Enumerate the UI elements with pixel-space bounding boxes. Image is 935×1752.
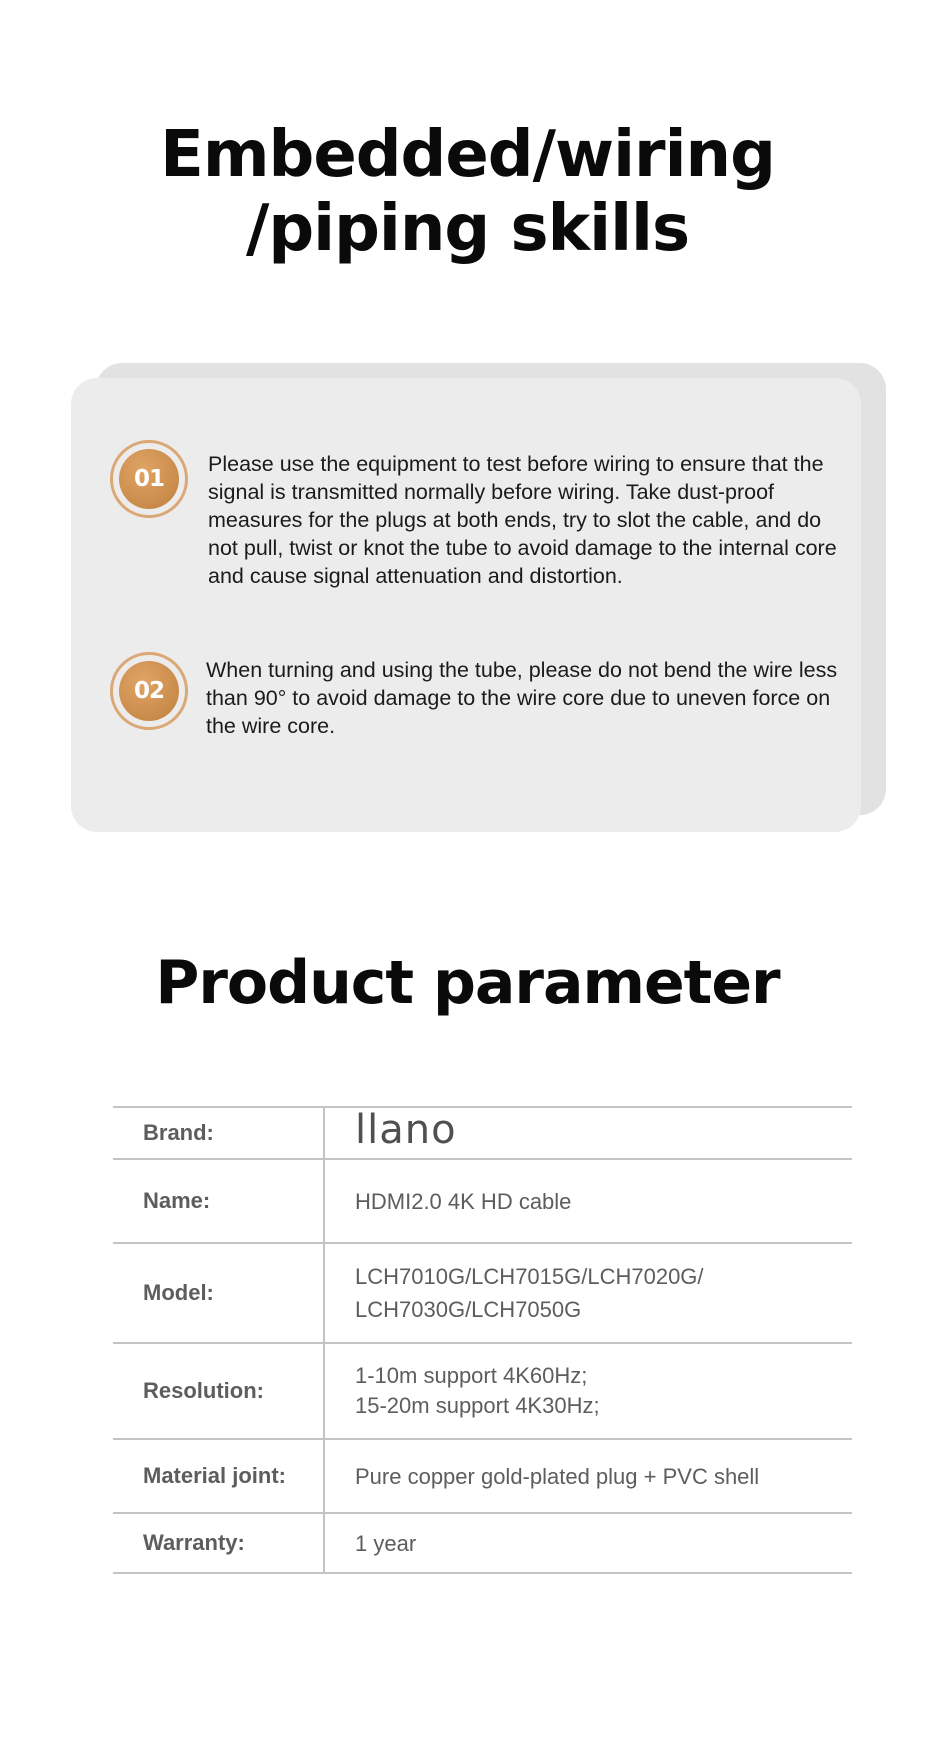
table-row-material <box>113 1439 852 1513</box>
number-badge-icon <box>110 652 188 730</box>
row-label: Resolution: <box>113 1343 324 1439</box>
row-label: Name: <box>113 1159 324 1243</box>
table-row-resolution <box>113 1343 852 1439</box>
title-line-2: /piping skills <box>245 192 690 266</box>
row-value: 1 year <box>324 1513 852 1573</box>
row-label: Material joint: <box>113 1439 324 1513</box>
badge-number: 01 <box>119 449 179 509</box>
row-label: Warranty: <box>113 1513 324 1573</box>
tip-text-1: Please use the equipment to test before wiring to ensure that the signal is transmitted normally before wiring. Take dust-proof measures for the plugs at both ends, try to slot the cable, and do not pull, twist or knot the tube to avoid damage to the internal core and cause signal attenuation and distortion. <box>208 452 837 588</box>
tips-card <box>71 378 861 832</box>
title-line-1: Embedded/wiring <box>160 118 775 192</box>
section-title-params: Product parameter <box>155 948 780 1018</box>
value-line-1: LCH7010G/LCH7015G/LCH7020G/ <box>355 1264 704 1289</box>
params-table <box>113 1106 852 1574</box>
row-label: Model: <box>113 1243 324 1343</box>
table-row-name <box>113 1159 852 1243</box>
value-line-1: 1-10m support 4K60Hz; <box>355 1363 588 1388</box>
row-value-resolution <box>324 1343 852 1439</box>
tip-text-2: When turning and using the tube, please do not bend the wire less than 90° to avoid damage to the wire core due to uneven force on the wire core. <box>206 658 838 738</box>
section-title-skills <box>0 118 935 266</box>
row-value-model <box>324 1243 852 1343</box>
table-row-warranty <box>113 1513 852 1573</box>
row-value: HDMI2.0 4K HD cable <box>324 1159 852 1243</box>
value-line-2: LCH7030G/LCH7050G <box>355 1297 582 1322</box>
row-value: Pure copper gold-plated plug + PVC shell <box>324 1439 852 1513</box>
llano-logo: llano <box>355 1107 457 1153</box>
number-badge-icon <box>110 440 188 518</box>
table-row-model <box>113 1243 852 1343</box>
row-label: Brand: <box>113 1107 324 1159</box>
row-value-brand <box>324 1107 852 1159</box>
table-row-brand <box>113 1107 852 1159</box>
badge-number: 02 <box>119 661 179 721</box>
value-line-2: 15-20m support 4K30Hz; <box>355 1393 600 1418</box>
